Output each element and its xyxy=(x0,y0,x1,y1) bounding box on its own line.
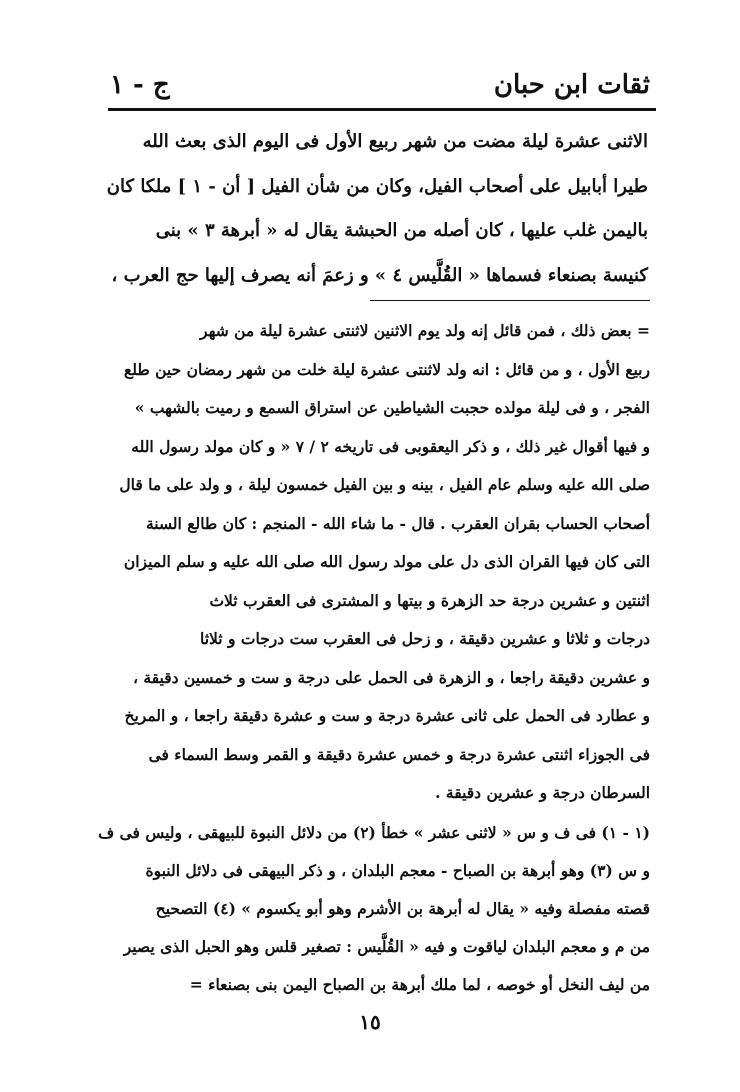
book-title: ثقات ابن حبان xyxy=(493,70,650,100)
footnote-line: و عشرين دقيقة راجعا ، و الزهرة فى الحمل على درجة و ست و خمسين دقيقة ، xyxy=(132,667,650,687)
footnote-line: ربيع الأول ، و من قائل : انه ولد لاثنتى عشرة ليلة خلت من شهر رمضان حين طلع xyxy=(124,359,650,379)
footnote-divider xyxy=(370,300,650,301)
footnote-line: = بعض ذلك ، فمن قائل إنه ولد يوم الاثنين لاثنتى عشرة ليلة من شهر xyxy=(200,321,650,340)
footnote-line: و س (٣) وهو أبرهة بن الصباح - معجم البلدان ، و ذكر البيهقى فى دلائل النبوة xyxy=(145,861,650,880)
footnote-line: صلى الله عليه وسلم عام الفيل ، بينه و بين الفيل خمسون ليلة ، و ولد على ما قال xyxy=(119,475,650,494)
main-line: باليمن غلب عليها ، كان أصله من الحبشة يقال له « أبرهة ٣ » بنى xyxy=(155,220,648,241)
main-line: كنيسة بصنعاء فسماها « القُلَّيس ٤ » و زعمَ أنه يصرف إليها حج العرب ، xyxy=(111,264,648,286)
footnotes-continued xyxy=(119,312,650,813)
footnote-line: قصته مفصلة وفيه « يقال له أبرهة بن الأشرم وهو أبو يكسوم » (٤) التصحيح xyxy=(155,899,650,918)
footnote-line: من م و معجم البلدان لياقوت و فيه « القُلَّيس : تصغير قلس وهو الحبل الذى يصير xyxy=(123,937,650,956)
footnote-line: و عطارد فى الحمل على ثانى عشرة درجة و ست و عشرة دقيقة راجعا ، و المريخ xyxy=(124,706,650,725)
volume-label: ج - ١ xyxy=(110,70,170,100)
footnote-line: درجات و ثلاثا و عشرين دقيقة ، و زحل فى العقرب ست درجات و ثلاثا xyxy=(200,629,650,648)
footnote-line: التى كان فيها القران الذى دل على مولد رسول الله صلى الله عليه و سلم الميزان xyxy=(123,552,650,571)
footnote-line: أصحاب الحساب بقران العقرب . قال - ما شاء الله - المنجم : كان طالع السنة xyxy=(145,513,650,533)
footnote-line: السرطان درجة و عشرين دقيقة . xyxy=(435,783,650,802)
footnote-line: و فيها أقوال غير ذلك ، و ذكر اليعقوبى فى تاريخه ٢ / ٧ « و كان مولد رسول الله xyxy=(131,436,650,456)
footnote-line: (١ - ١) فى ف و س « لاثنى عشر » خطأ (٢) من دلائل النبوة للبيهقى ، وليس فى ف xyxy=(98,823,650,842)
page-header xyxy=(110,62,650,108)
main-text xyxy=(106,120,648,298)
footnotes-new xyxy=(98,814,650,1004)
header-rule xyxy=(108,108,656,111)
footnote-line: اثنتين و عشرين درجة حد الزهرة و بيتها و المشترى فى العقرب ثلاث xyxy=(209,590,650,610)
main-line: الاثنى عشرة ليلة مضت من شهر ربيع الأول فى اليوم الذى بعث الله xyxy=(142,131,648,152)
footnote-line: من ليف النخل أو خوصه ، لما ملك أبرهة بن الصباح اليمن بنى بصنعاء = xyxy=(189,975,650,994)
page-number: ١٥ xyxy=(359,1010,381,1034)
footnote-line: فى الجوزاء اثنتى عشرة درجة و خمس عشرة دقيقة و القمر وسط السماء فى xyxy=(148,744,650,764)
footnote-line: الفجر ، و فى ليلة مولده حجبت الشياطين عن استراق السمع و رميت بالشهب » xyxy=(134,398,650,417)
main-line: طيرا أبابيل على أصحاب الفيل، وكان من شأن الفيل [ أن - ١ ] ملكا كان xyxy=(106,175,648,197)
